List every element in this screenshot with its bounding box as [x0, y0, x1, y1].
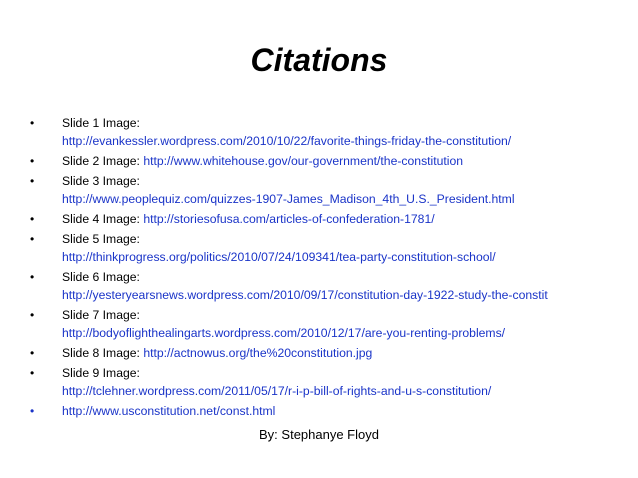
- citation-label: Slide 5 Image:: [62, 232, 140, 246]
- citation-link[interactable]: http://www.usconstitution.net/const.html: [62, 404, 276, 418]
- citation-label: Slide 8 Image:: [62, 346, 140, 360]
- citation-item: [28, 402, 628, 420]
- citation-item: [28, 210, 628, 228]
- bullet-icon: •: [30, 174, 35, 188]
- citation-item: [28, 364, 628, 400]
- slide-title: Citations: [250, 42, 388, 78]
- citation-item: [28, 230, 628, 266]
- citation-label: Slide 2 Image:: [62, 154, 140, 168]
- bullet-icon: •: [30, 154, 35, 168]
- citation-item: [28, 172, 628, 208]
- bullet-icon: •: [30, 270, 35, 284]
- citation-link[interactable]: http://bodyoflighthealingarts.wordpress.com/2010/12/17/are-you-renting-problems/: [62, 326, 506, 340]
- citation-label: Slide 7 Image:: [62, 308, 140, 322]
- bullet-icon: •: [30, 116, 35, 130]
- citation-item: [28, 344, 628, 362]
- citation-link[interactable]: http://www.whitehouse.gov/our-government/the-constitution: [143, 154, 464, 168]
- citation-link[interactable]: http://yesteryearsnews.wordpress.com/2010/09/17/constitution-day-1922-study-the-constit: [62, 288, 548, 302]
- bullet-icon: •: [30, 346, 35, 360]
- citation-item: [28, 268, 628, 304]
- citation-list: [28, 114, 628, 422]
- citation-link[interactable]: http://storiesofusa.com/articles-of-confederation-1781/: [143, 212, 435, 226]
- citation-item: [28, 306, 628, 342]
- citation-link[interactable]: http://tclehner.wordpress.com/2011/05/17/r-i-p-bill-of-rights-and-u-s-constitution/: [62, 384, 492, 398]
- citation-link[interactable]: http://evankessler.wordpress.com/2010/10/22/favorite-things-friday-the-constitution/: [62, 134, 512, 148]
- bullet-icon: •: [30, 212, 35, 226]
- byline: By: Stephanye Floyd: [259, 427, 379, 442]
- citation-item: [28, 114, 628, 150]
- citation-link[interactable]: http://actnowus.org/the%20constitution.jpg: [143, 346, 373, 360]
- bullet-icon: •: [30, 232, 35, 246]
- bullet-icon: •: [30, 308, 35, 322]
- citation-link[interactable]: http://thinkprogress.org/politics/2010/07/24/109341/tea-party-constitution-school/: [62, 250, 496, 264]
- citation-label: Slide 4 Image:: [62, 212, 140, 226]
- bullet-icon: •: [30, 366, 35, 380]
- bullet-icon: •: [30, 404, 35, 418]
- citation-item: [28, 152, 628, 170]
- citation-label: Slide 6 Image:: [62, 270, 140, 284]
- citation-label: Slide 1 Image:: [62, 116, 140, 130]
- citation-label: Slide 3 Image:: [62, 174, 140, 188]
- citation-link[interactable]: http://www.peoplequiz.com/quizzes-1907-James_Madison_4th_U.S._President.html: [62, 192, 515, 206]
- citation-label: Slide 9 Image:: [62, 366, 140, 380]
